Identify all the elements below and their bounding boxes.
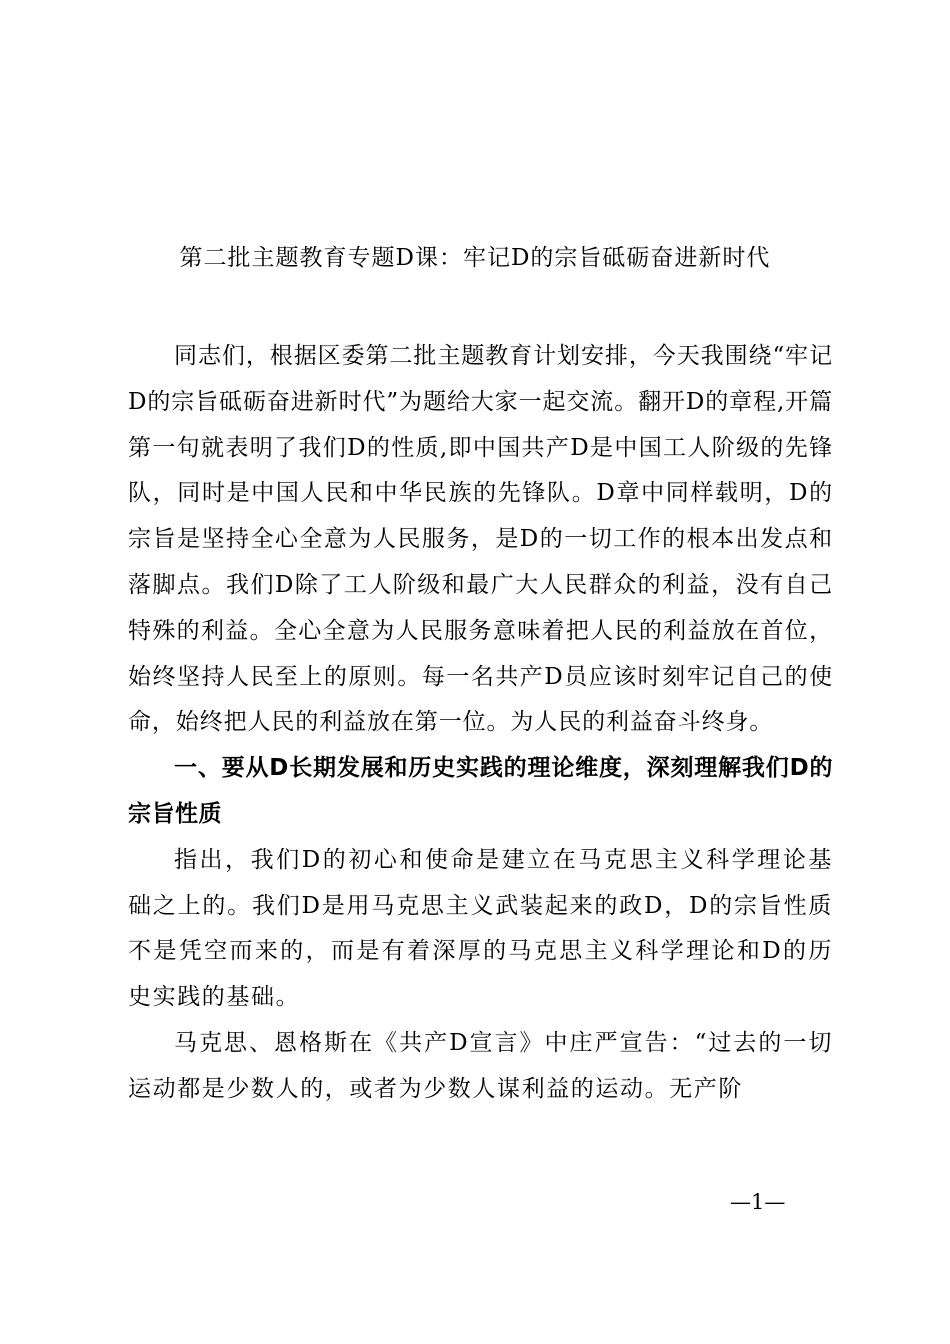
body-paragraph: 马克思、恩格斯在《共产D宣言》中庄严宣告：“过去的一切运动都是少数人的，或者为少数人谋利益的运动。无产阶 <box>128 1029 833 1102</box>
body-paragraph: 指出，我们D的初心和使命是建立在马克思主义科学理论基础之上的。我们D是用马克思主义武装起来的政D，D的宗旨性质不是凭空而来的，而是有着深厚的马克思主义科学理论和D的历史实践的基础。 <box>128 846 833 1011</box>
page-number: —1— <box>730 1190 786 1214</box>
intro-paragraph: 同志们，根据区委第二批主题教育计划安排，今天我围绕“牢记D的宗旨砥砺奋进新时代”为题给大家一起交流。翻开D的章程,开篇第一句就表明了我们D的性质,即中国共产D是中国工人阶级的先锋队，同时是中国人民和中华民族的先锋队。D章中同样载明，D的宗旨是坚持全心全意为人民服务，是D的一切工作的根本出发点和落脚点。我们D除了工人阶级和最广大人民群众的利益，没有自己特殊的利益。全心全意为人民服务意味着把人民的利益放在首位，始终坚持人民至上的原则。每一名共产D员应该时刻牢记自己的使命，始终把人民的利益放在第一位。为人民的利益奋斗终身。 <box>128 343 833 736</box>
document-body <box>128 334 833 1113</box>
section-heading: 一、要从D长期发展和历史实践的理论维度，深刻理解我们D的宗旨性质 <box>128 755 833 827</box>
document-title: 第二批主题教育专题D课：牢记D的宗旨砥砺奋进新时代 <box>179 245 771 271</box>
